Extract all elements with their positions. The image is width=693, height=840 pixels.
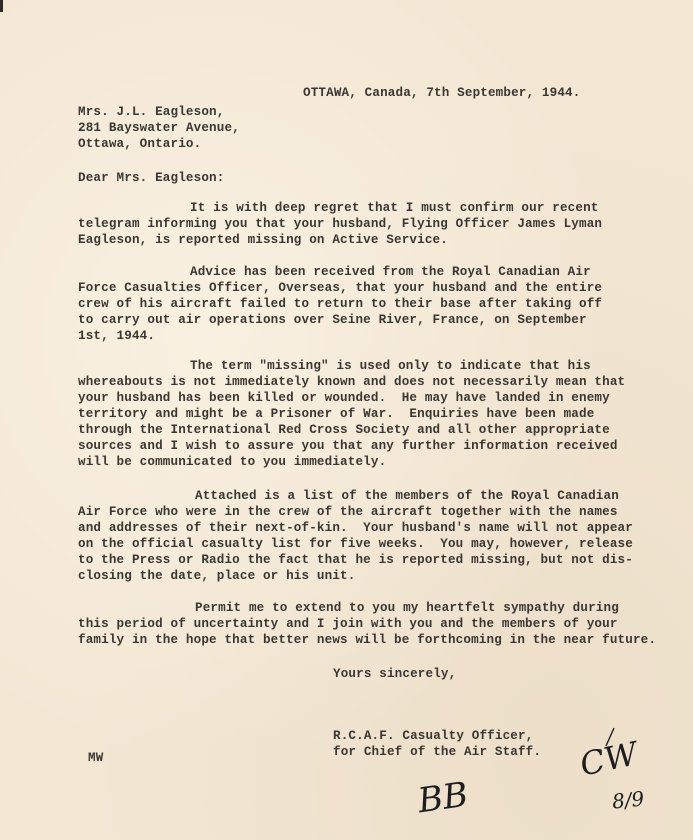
paragraph-line: The term "missing" is used only to indicate that his (190, 359, 591, 373)
paragraph-line: crew of his aircraft failed to return to their base after taking off (78, 297, 603, 311)
paragraph-line: Advice has been received from the Royal Canadian Air (190, 265, 591, 279)
paragraph-line: will be communicated to you immediately. (78, 455, 387, 469)
paragraph-line: territory and might be a Prisoner of War. Enquiries have been made (78, 407, 595, 421)
paragraph-line: sources and I wish to assure you that any further information received (78, 439, 618, 453)
paragraph-line: Attached is a list of the members of the Royal Canadian (195, 489, 619, 503)
paragraph-line: Permit me to extend to you my heartfelt sympathy during (195, 601, 619, 615)
paragraph-line: on the official casualty list for five weeks. You may, however, release (78, 537, 633, 551)
handwritten-initials-center: BB (415, 774, 471, 822)
paragraph-line: Eagleson, is reported missing on Active Service. (78, 233, 448, 247)
recipient-city: Ottawa, Ontario. (78, 137, 202, 151)
paragraph-line: closing the date, place or his unit. (78, 569, 356, 583)
handwritten-date: 8/9 (610, 786, 646, 814)
typist-initials: MW (88, 751, 104, 765)
signature-title: R.C.A.F. Casualty Officer, (333, 729, 534, 743)
edge-mark (0, 0, 3, 12)
paragraph-line: Air Force who were in the crew of the aircraft together with the names (78, 505, 618, 519)
paragraph-line: 1st, 1944. (78, 329, 156, 343)
paragraph-line: and addresses of their next-of-kin. Your husband's name will not appear (78, 521, 633, 535)
handwritten-initials-right: CW (576, 734, 641, 784)
salutation: Dear Mrs. Eagleson: (78, 171, 225, 185)
paragraph-line: family in the hope that better news will be forthcoming in the near future. (78, 633, 657, 647)
recipient-name: Mrs. J.L. Eagleson, (78, 105, 225, 119)
signature-subtitle: for Chief of the Air Staff. (333, 745, 542, 759)
paragraph-line: Force Casualties Officer, Overseas, that your husband and the entire (78, 281, 603, 295)
paragraph-line: this period of uncertainty and I join with you and the members of your (78, 617, 618, 631)
dateline: OTTAWA, Canada, 7th September, 1944. (303, 86, 581, 100)
recipient-street: 281 Bayswater Avenue, (78, 121, 240, 135)
paragraph-line: to carry out air operations over Seine River, France, on September (78, 313, 587, 327)
paragraph-line: whereabouts is not immediately known and does not necessarily mean that (78, 375, 626, 389)
paragraph-line: to the Press or Radio the fact that he is reported missing, but not dis- (78, 553, 633, 567)
pen-stroke-icon (600, 726, 620, 748)
paragraph-line: through the International Red Cross Society and all other appropriate (78, 423, 610, 437)
closing: Yours sincerely, (333, 667, 457, 681)
paragraph-line: your husband has been killed or wounded. He may have landed in enemy (78, 391, 610, 405)
paragraph-line: telegram informing you that your husband, Flying Officer James Lyman (78, 217, 603, 231)
paragraph-line: It is with deep regret that I must confirm our recent (190, 201, 599, 215)
